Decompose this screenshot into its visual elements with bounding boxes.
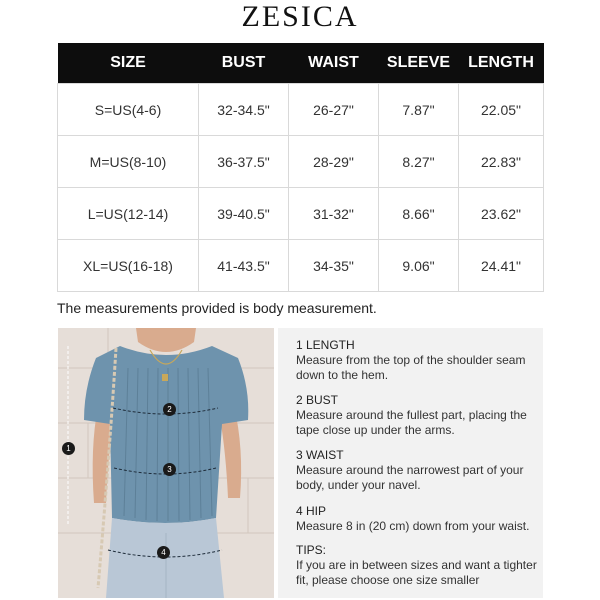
cell-waist: 26-27": [289, 84, 379, 136]
marker-bust: 2: [163, 403, 176, 416]
model-photo: [58, 328, 274, 598]
cell-waist: 28-29": [289, 136, 379, 188]
header-size: SIZE: [58, 43, 199, 84]
cell-size: M=US(8-10): [58, 136, 199, 188]
cell-sleeve: 8.27": [379, 136, 459, 188]
guide-desc: If you are in between sizes and want a tighter fit, please choose one size smaller: [296, 558, 537, 587]
guide-desc: Measure around the narrowest part of your body, under your navel.: [296, 463, 524, 492]
measurement-note: The measurements provided is body measurement.: [57, 300, 377, 316]
table-row: [58, 188, 544, 240]
guide-title: 1 LENGTH: [296, 338, 355, 352]
cell-length: 23.62": [459, 188, 544, 240]
size-chart-table: [57, 43, 544, 292]
cell-length: 24.41": [459, 240, 544, 292]
header-bust: BUST: [199, 43, 289, 84]
guide-desc: Measure from the top of the shoulder seam down to the hem.: [296, 353, 526, 382]
cell-length: 22.05": [459, 84, 544, 136]
guide-title: TIPS:: [296, 543, 327, 557]
cell-sleeve: 7.87": [379, 84, 459, 136]
guide-hip: [296, 504, 541, 534]
cell-size: S=US(4-6): [58, 84, 199, 136]
cell-bust: 32-34.5": [199, 84, 289, 136]
header-length: LENGTH: [459, 43, 544, 84]
cell-bust: 36-37.5": [199, 136, 289, 188]
cell-bust: 41-43.5": [199, 240, 289, 292]
cell-waist: 31-32": [289, 188, 379, 240]
guide-desc: Measure around the fullest part, placing the tape close up under the arms.: [296, 408, 527, 437]
cell-sleeve: 9.06": [379, 240, 459, 292]
cell-length: 22.83": [459, 136, 544, 188]
guide-desc: Measure 8 in (20 cm) down from your waist.: [296, 519, 530, 533]
header-waist: WAIST: [289, 43, 379, 84]
marker-hip: 4: [157, 546, 170, 559]
cell-bust: 39-40.5": [199, 188, 289, 240]
table-header-row: [58, 43, 544, 84]
cell-sleeve: 8.66": [379, 188, 459, 240]
guide-title: 3 WAIST: [296, 448, 344, 462]
cell-size: L=US(12-14): [58, 188, 199, 240]
cell-waist: 34-35": [289, 240, 379, 292]
cell-size: XL=US(16-18): [58, 240, 199, 292]
marker-length: 1: [62, 442, 75, 455]
guide-waist: [296, 448, 541, 493]
measurement-guide-panel: [278, 328, 543, 598]
marker-waist: 3: [163, 463, 176, 476]
brand-logo: ZESICA: [241, 0, 359, 33]
table-row: [58, 136, 544, 188]
header-sleeve: SLEEVE: [379, 43, 459, 84]
guide-tips: [296, 543, 541, 588]
guide-title: 4 HIP: [296, 504, 327, 518]
guide-title: 2 BUST: [296, 393, 339, 407]
table-row: [58, 84, 544, 136]
table-row: [58, 240, 544, 292]
guide-bust: [296, 393, 541, 438]
guide-length: [296, 338, 541, 383]
